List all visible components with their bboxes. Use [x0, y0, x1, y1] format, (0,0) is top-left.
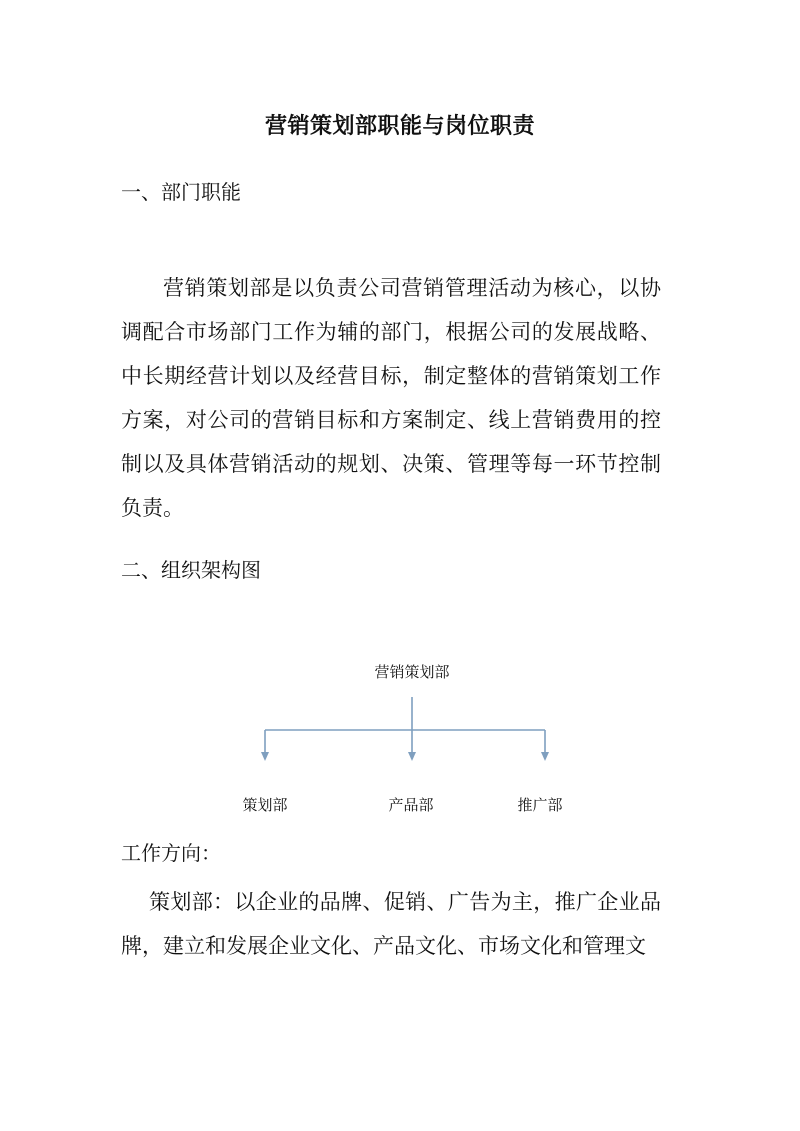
arrowhead-1 — [261, 752, 269, 761]
arrowhead-3 — [541, 752, 549, 761]
section-heading-org-chart: 二、组织架构图 — [121, 558, 261, 582]
section-heading-work-direction: 工作方向： — [121, 841, 221, 865]
section-heading-department-functions: 一、部门职能 — [121, 180, 241, 204]
work-direction-paragraph: 策划部：以企业的品牌、促销、广告为主，推广企业品牌，建立和发展企业文化、产品文化、市场文化和管理文 — [121, 890, 661, 958]
arrowhead-2 — [408, 752, 416, 761]
org-chart-connectors — [0, 640, 800, 780]
org-node-planning: 策划部 — [242, 796, 288, 814]
org-node-product: 产品部 — [388, 796, 434, 814]
document-title: 营销策划部职能与岗位职责 — [264, 114, 535, 139]
department-functions-paragraph: 营销策划部是以负责公司营销管理活动为核心，以协调配合市场部门工作为辅的部门，根据公司的发展战略、中长期经营计划以及经营目标，制定整体的营销策划工作方案，对公司的营销目标和方案制定、线上营销费用的控制以及具体营销活动的规划、决策、管理等每一环节控制负责。 — [121, 276, 661, 520]
org-node-root: 营销策划部 — [374, 663, 450, 681]
org-node-promotion: 推广部 — [517, 796, 563, 814]
